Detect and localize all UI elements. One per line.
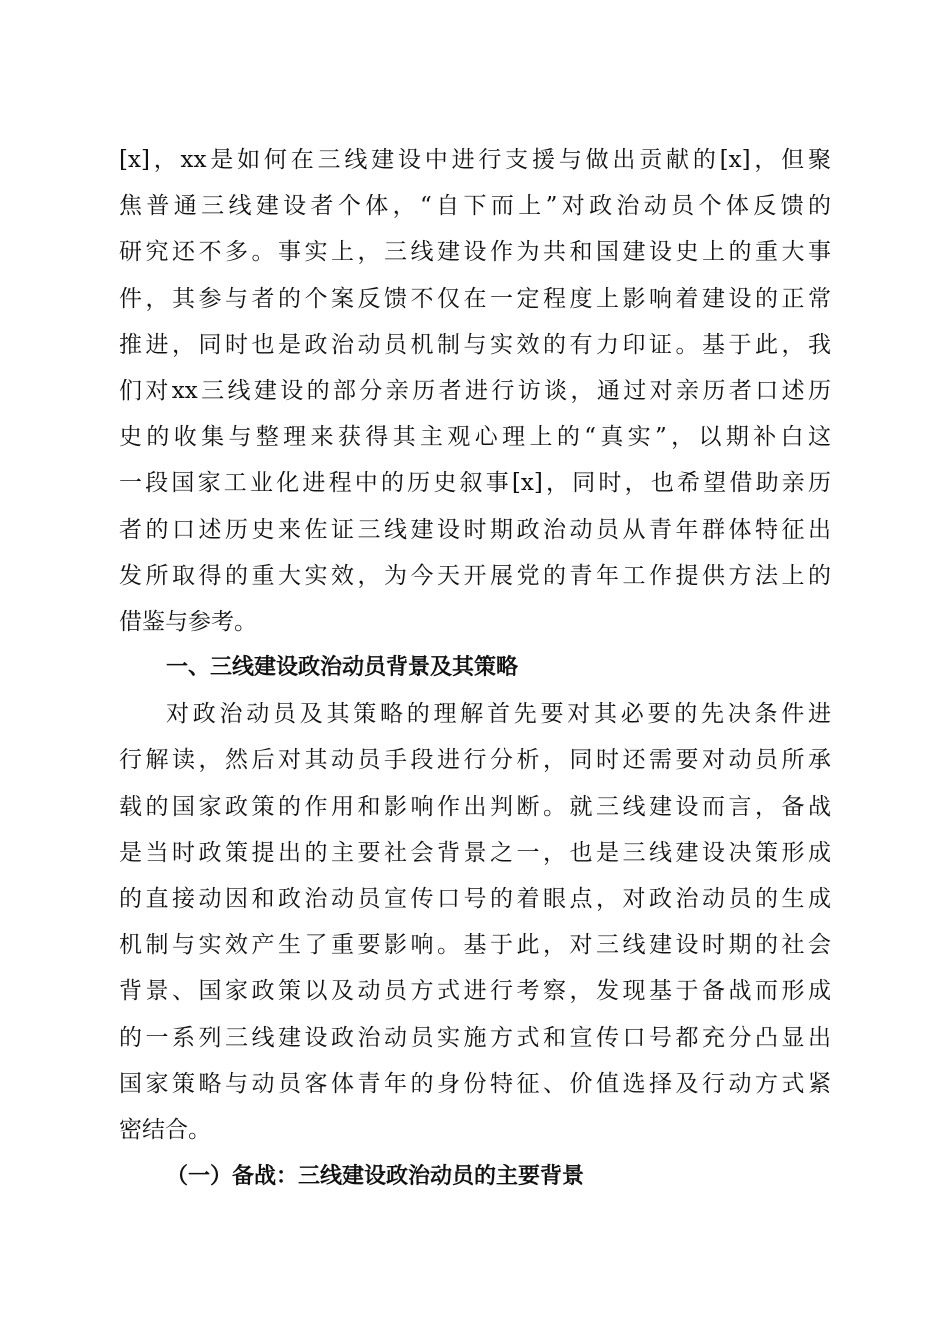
paragraph-2-line-6: 机制与实效产生了重要影响。基于此，对三线建设时期的社会: [119, 932, 831, 959]
paragraph-1-line-11: 借鉴与参考。: [119, 608, 257, 635]
paragraph-1-line-10: 发所取得的重大实效，为今天开展党的青年工作提供方法上的: [119, 562, 831, 589]
document-body: [119, 137, 831, 1199]
paragraph-1-line-7: 史的收集与整理来获得其主观心理上的“真实”，以期补白这: [119, 424, 831, 451]
paragraph-1-line-1: [x]，xx是如何在三线建设中进行支援与做出贡献的[x]，但聚: [119, 147, 831, 173]
paragraph-1-line-4: 件，其参与者的个案反馈不仅在一定程度上影响着建设的正常: [119, 285, 831, 312]
paragraph-1-line-5: 推进，同时也是政治动员机制与实效的有力印证。基于此，我: [119, 331, 831, 358]
paragraph-1-line-8: 一段国家工业化进程中的历史叙事[x]，同时，也希望借助亲历: [119, 470, 831, 497]
section-heading-2: （一）备战：三线建设政治动员的主要背景: [166, 1163, 585, 1190]
paragraph-2-line-5: 的直接动因和政治动员宣传口号的着眼点，对政治动员的生成: [119, 886, 831, 912]
paragraph-1-line-6: 们对xx三线建设的部分亲历者进行访谈，通过对亲历者口述历: [119, 377, 831, 404]
paragraph-1-line-3: 研究还不多。事实上，三线建设作为共和国建设史上的重大事: [119, 239, 831, 266]
paragraph-2-line-10: 密结合。: [119, 1116, 211, 1143]
paragraph-2-line-9: 国家策略与动员客体青年的身份特征、价值选择及行动方式紧: [119, 1070, 831, 1097]
paragraph-1-line-2: 焦普通三线建设者个体，“自下而上”对政治动员个体反馈的: [119, 193, 831, 220]
paragraph-2-line-8: 的一系列三线建设政治动员实施方式和宣传口号都充分凸显出: [119, 1024, 831, 1051]
paragraph-2-line-3: 载的国家政策的作用和影响作出判断。就三线建设而言，备战: [119, 793, 831, 820]
paragraph-1-line-9: 者的口述历史来佐证三线建设时期政治动员从青年群体特征出: [119, 516, 831, 543]
section-heading-1: 一、三线建设政治动员背景及其策略: [166, 655, 519, 681]
paragraph-2-line-2: 行解读，然后对其动员手段进行分析，同时还需要对动员所承: [119, 747, 831, 774]
paragraph-2-line-4: 是当时政策提出的主要社会背景之一，也是三线建设决策形成: [119, 839, 831, 866]
paragraph-2-line-7: 背景、国家政策以及动员方式进行考察，发现基于备战而形成: [119, 978, 831, 1005]
paragraph-2-line-1: 对政治动员及其策略的理解首先要对其必要的先决条件进: [166, 701, 831, 728]
